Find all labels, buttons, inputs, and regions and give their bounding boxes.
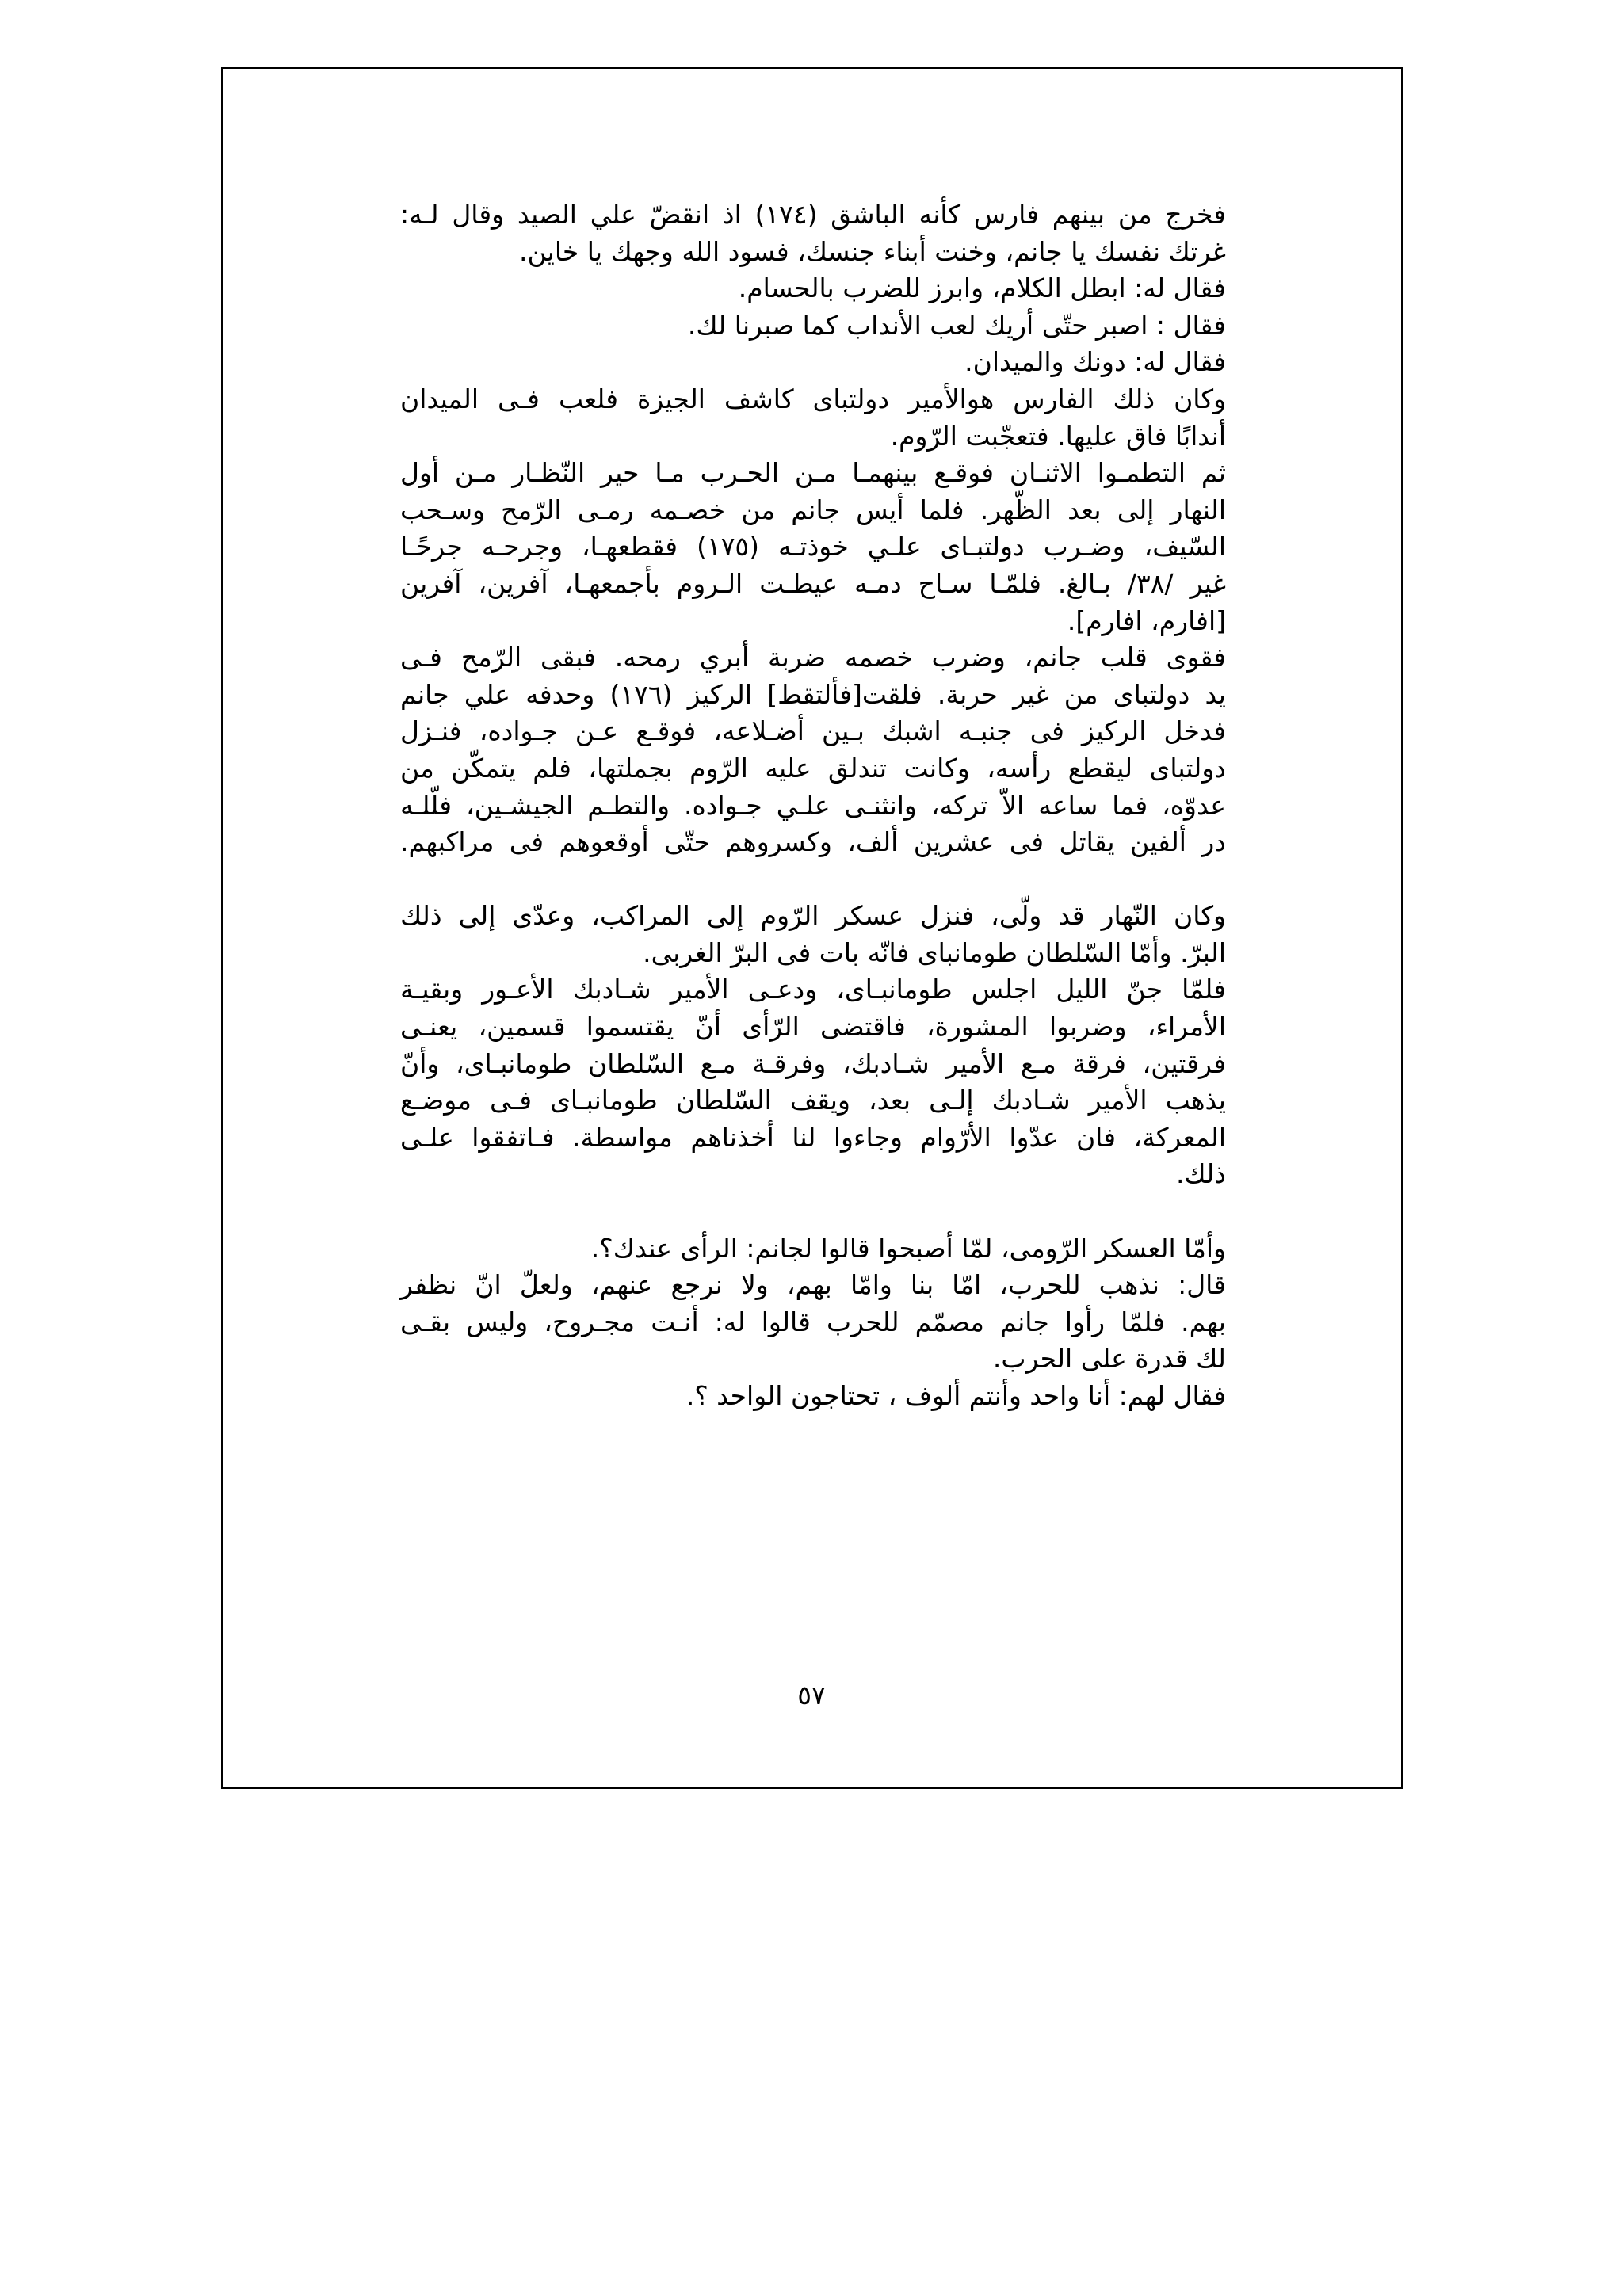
text-line: فقال له: ابطل الكلام، وابرز للضرب بالحسام. — [738, 273, 1226, 304]
text-line: قال: نذهب للحرب، امّا بنا وامّا بهم، ولا نرجع عنهم، ولعلّ انّ نظفر — [400, 1269, 1226, 1301]
page-number: ٥٧ — [797, 1680, 826, 1711]
paragraph-gap — [400, 1193, 1226, 1230]
text-line: غرتك نفسك يا جانم، وخنت أبناء جنسك، فسود الله وجهك يا خاين. — [519, 235, 1226, 267]
text-line: فدخل الركيز فى جنبـه اشبك بـين أضـلاعه، فوقـع عـن جـواده، فنـزل — [400, 715, 1226, 747]
text-line: وكان ذلك الفارس هوالأمير دولتباى كاشف الجيزة فلعب فـى الميدان — [400, 383, 1226, 414]
text-line: فخرج من بينهم فارس كأنه الباشق (١٧٤) اذ انقضّ علي الصيد وقال لـه: — [400, 199, 1226, 230]
text-line: البرّ. وأمّا السّلطان طومانباى فانّه بات فى البرّ الغربى. — [643, 936, 1226, 968]
text-line: ثم التطمـوا الاثنـان فوقـع بينهمـا مـن الحـرب مـا حير النّظـار مـن أول — [400, 457, 1226, 489]
paragraph-gap — [400, 861, 1226, 898]
text-line: بهم. فلمّا رأوا جانم مصمّم للحرب قالوا له: أنـت مجـروح، وليس بقـى — [400, 1306, 1226, 1337]
text-line: در ألفين يقاتل فى عشرين ألف، وكسروهم حتّى أوقعوهم فى مراكبهم. — [400, 826, 1226, 858]
text-line: فقال : اصبر حتّى أريك لعب الأنداب كما صبرنا لك. — [687, 309, 1226, 341]
main-text-body — [400, 196, 1226, 1415]
text-line: المعركة، فان عدّوا الأرّوام وجاءوا لنا أخذناهم مواسطة. فـاتفقوا علـى — [400, 1121, 1226, 1153]
text-line: فرقتين، فرقة مـع الأمير شـادبك، وفرقـة مـع السّلطان طومانبـاى، وأنّ — [400, 1047, 1226, 1079]
text-line: فقال لهم: أنا واحد وأنتم ألوف ، تحتاجون الواحد ؟. — [685, 1380, 1226, 1411]
text-line: يذهب الأمير شـادبك إلـى بعد، ويقف السّلطان طومانبـاى فـى موضـع — [400, 1085, 1226, 1116]
text-line: دولتباى ليقطع رأسه، وكانت تندلق عليه الرّوم بجملتها، فلم يتمكّن من — [400, 752, 1226, 784]
text-line: النهار إلى بعد الظّهر. فلما أيس جانم من خصـمه رمـى الرّمح وسـحب — [400, 494, 1226, 525]
text-line: وكان النّهار قد ولّى، فنزل عسكر الرّوم إلى المراكب، وعدّى إلى ذلك — [400, 900, 1226, 932]
text-line: يد دولتباى من غير حربة. فلقت[فألتقط] الركيز (١٧٦) وحدفه علي جانم — [400, 678, 1226, 710]
text-line: السّيف، وضـرب دولتبـاى علـي خوذتـه (١٧٥) فقطعهـا، وجرحـه جرحًـا — [400, 531, 1226, 563]
text-line: فقال له: دونك والميدان. — [964, 346, 1226, 378]
text-line: أندابًا فاق عليها. فتعجّبت الرّوم. — [890, 420, 1226, 452]
text-line: فقوى قلب جانم، وضرب خصمه ضربة أبري رمحه. فبقى الرّمح فـى — [400, 642, 1226, 673]
text-line: الأمراء، وضربوا المشورة، فاقتضى الرّأى أنّ يقتسموا قسمين، يعنـى — [400, 1011, 1226, 1043]
text-line: ذلك. — [1175, 1158, 1226, 1190]
text-line: وأمّا العسكر الرّومى، لمّا أصبحوا قالوا لجانم: الرأى عندك؟. — [590, 1232, 1226, 1264]
text-line: [افارم، افارم]. — [1067, 605, 1226, 636]
text-line: لك قدرة على الحرب. — [992, 1343, 1226, 1375]
text-line: فلمّا جنّ الليل اجلس طومانبـاى، ودعـى الأمير شـادبك الأعـور وبقيـة — [400, 974, 1226, 1005]
text-line: غير /٣٨/ بـالغ. فلمّـا سـاح دمـه عيطـت الـروم بأجمعهـا، آفرين، آفرين — [400, 567, 1227, 599]
text-line: عدوّه، فما ساعه الاّ تركه، وانثنـى علـي جـواده. والتطـم الجيشـين، فلّلـه — [400, 789, 1226, 821]
